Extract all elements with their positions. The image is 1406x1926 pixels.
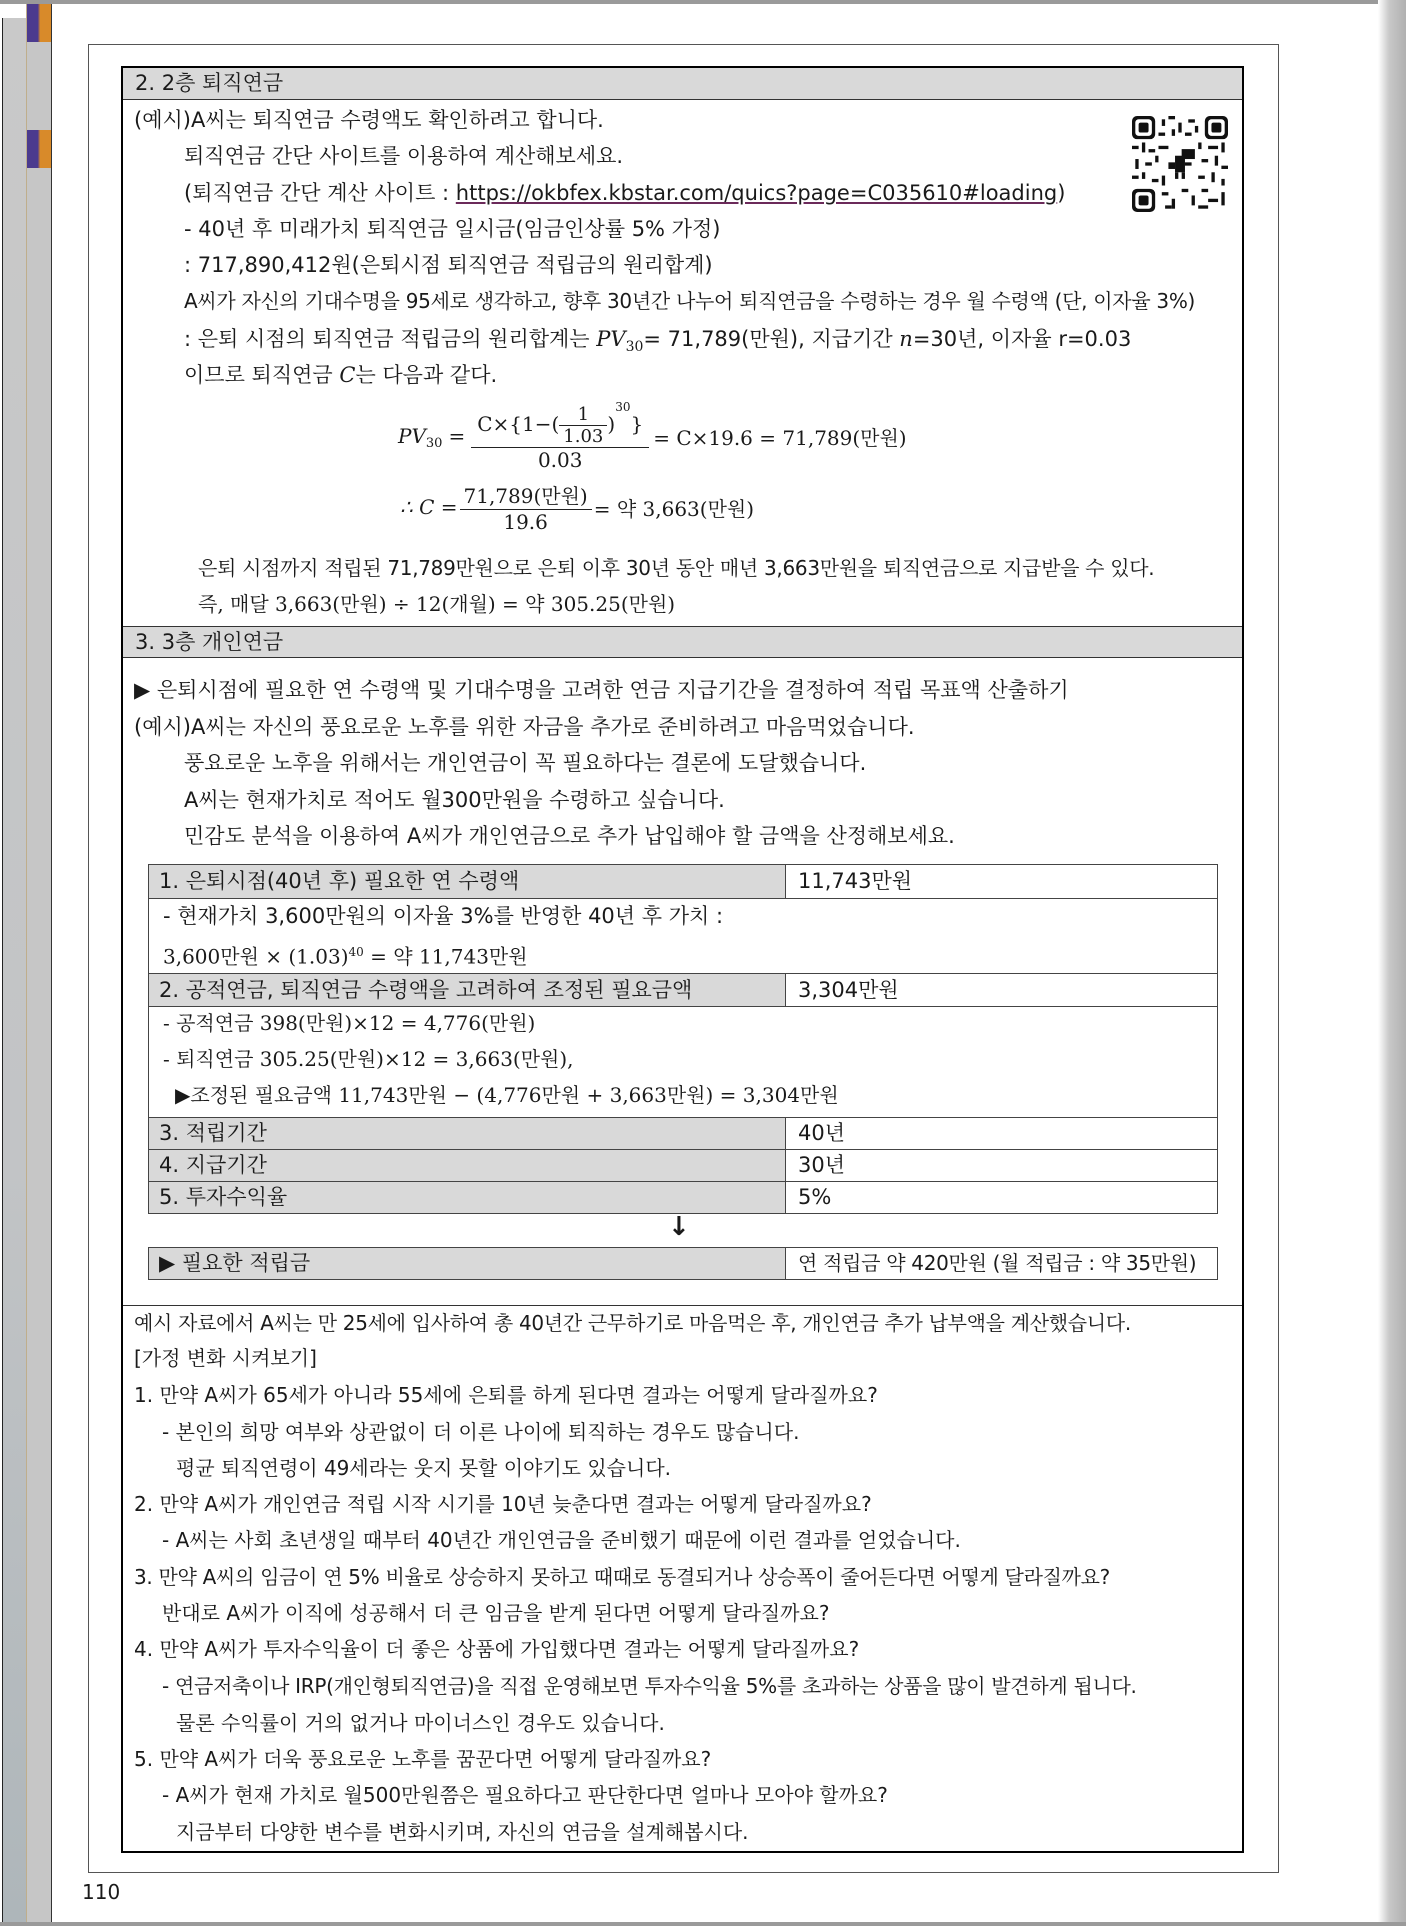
result-value: 연 적립금 약 420만원 (월 적립금 : 약 35만원) [798, 1251, 1197, 1275]
explanation-line: - 현재가치 3,600만원의 이자율 3%를 반영한 40년 후 가치 : [163, 904, 724, 928]
monthly-calc-line: 즉, 매달 3,663(만원) ÷ 12(개월) = 약 305.25(만원) [198, 592, 676, 616]
c-line-suffix: 는 다음과 같다. [355, 363, 498, 387]
numerator-close: } [630, 412, 644, 436]
c-formula-rhs: = 약 3,663(만원) [593, 496, 755, 521]
site-reference [184, 178, 1065, 208]
table-value: 30년 [798, 1153, 846, 1177]
section2-line: (예시)A씨는 퇴직연금 수령액도 확인하려고 합니다. [134, 108, 604, 132]
qr-code-icon[interactable] [1132, 116, 1228, 212]
scenario-question: 5. 만약 A씨가 더욱 풍요로운 노후를 꿈꾼다면 어떻게 달라질까요? [134, 1747, 712, 1771]
formula-denominator: 0.03 [537, 448, 583, 472]
section2-line: : 717,890,412원(은퇴시점 퇴직연금 적립금의 원리합계) [184, 253, 713, 277]
scenario-note: 반대로 A씨가 이직에 성공해서 더 큰 임금을 받게 된다면 어떻게 달라질까요? [162, 1601, 830, 1625]
annuity-formula [398, 400, 907, 472]
section3-line: 풍요로운 노후을 위해서는 개인연금이 꼭 필요하다는 결론에 도달했습니다. [184, 751, 867, 775]
scenario-question: 3. 만약 A씨의 임금이 연 5% 비율로 상승하지 못하고 때때로 동결되거나 상승폭이 줄어든다면 어떻게 달라질까요? [134, 1565, 1110, 1589]
site-suffix: ) [1057, 181, 1066, 205]
table-value: 11,743만원 [798, 869, 913, 893]
pv-line-suffix: =30년, 이자율 r=0.03 [912, 327, 1132, 351]
table-explanation [148, 899, 1218, 974]
index-tab-marker [27, 4, 51, 42]
scenario-note: - 연금저축이나 IRP(개인형퇴직연금)을 직접 운영해보면 투자수익율 5%를 초과하는 상품을 많이 발견하게 됩니다. [162, 1674, 1137, 1698]
table-label: 4. 지급기간 [149, 1150, 786, 1181]
formula-numerator [471, 400, 649, 448]
scenario-intro: 예시 자료에서 A씨는 만 25세에 입사하여 총 40년간 근무하기로 마음먹은 후, 개인연금 추가 납부액을 계산했습니다. [134, 1311, 1131, 1335]
inner-denominator: 1.03 [563, 426, 604, 447]
table-row [148, 973, 1218, 1007]
numerator-suffix: ) [607, 412, 616, 436]
pv-line-prefix: : 은퇴 시점의 퇴직연금 적립금의 원리합계는 [184, 327, 597, 351]
pv-symbol: PV [596, 327, 626, 351]
formula-prefix: 3,600만원 × (1.03) [163, 944, 349, 969]
site-prefix: (퇴직연금 간단 계산 사이트 : [184, 181, 456, 205]
section2-line: A씨가 자신의 기대수명을 95세로 생각하고, 향후 30년간 나누어 퇴직연금을 수령하는 경우 월 수령액 (단, 이자율 3%) [184, 289, 1196, 313]
c-formula-fraction [460, 480, 592, 534]
formula-rhs: = C×19.6 = 71,789(만원) [653, 425, 907, 450]
explanation-line: ▶조정된 필요금액 11,743만원 − (4,776만원 + 3,663만원) = 3,304만원 [175, 1083, 839, 1107]
table-explanation [148, 1006, 1218, 1118]
c-formula-denominator: 19.6 [503, 510, 548, 534]
formula-suffix: = 약 11,743만원 [363, 944, 528, 969]
table-value: 40년 [798, 1121, 846, 1145]
book-spine-outer [2, 18, 27, 1922]
c-formula-lhs: ∴ C = [400, 495, 458, 519]
table-row [148, 1117, 1218, 1150]
table-row [148, 864, 1218, 899]
explanation-line: - 퇴직연금 305.25(만원)×12 = 3,663(만원), [163, 1047, 574, 1071]
explanation-formula [163, 937, 528, 972]
result-row [148, 1247, 1218, 1280]
index-tab-marker [27, 130, 51, 168]
scenario-question: 1. 만약 A씨가 65세가 아니라 55세에 은퇴를 하게 된다면 결과는 어떻게 달라질까요? [134, 1383, 878, 1407]
section-divider [123, 1305, 1242, 1306]
pension-calculator-link[interactable]: https://okbfex.kbstar.com/quics?page=C035610#loading [455, 181, 1058, 205]
table-label: 3. 적립기간 [149, 1118, 786, 1149]
section3-line: (예시)A씨는 자신의 풍요로운 노후를 위한 자금을 추가로 준비하려고 마음먹었습니다. [134, 715, 915, 739]
table-row [148, 1181, 1218, 1214]
formula-equals: = [448, 424, 466, 448]
c-formula-numerator: 71,789(만원) [460, 480, 592, 510]
section-header-retirement-pension: 2. 2층 퇴직연금 [123, 68, 1242, 100]
scenario-note: - A씨가 현재 가치로 월500만원쯤은 필요하다고 판단한다면 얼마나 모아야 할까요? [162, 1783, 888, 1807]
table-label: 1. 은퇴시점(40년 후) 필요한 연 수령액 [149, 865, 786, 898]
section2-line: 퇴직연금 간단 사이트를 이용하여 계산해보세요. [184, 144, 624, 168]
section3-line: ▶ 은퇴시점에 필요한 연 수령액 및 기대수명을 고려한 연금 지급기간을 결정하여 적립 목표액 산출하기 [134, 678, 1069, 702]
explanation-line: - 공적연금 398(만원)×12 = 4,776(만원) [163, 1011, 536, 1035]
table-value: 3,304만원 [798, 978, 899, 1002]
pv-subscript: 30 [625, 339, 644, 356]
c-line-prefix: 이므로 퇴직연금 [184, 363, 340, 387]
down-arrow-icon: ↓ [668, 1212, 690, 1242]
page-number: 110 [82, 1880, 121, 1904]
formula-exponent: 40 [348, 945, 364, 959]
section3-line: A씨는 현재가치로 적어도 월300만원을 수령하고 싶습니다. [184, 788, 725, 812]
table-value: 5% [798, 1185, 832, 1209]
formula-lhs-sub: 30 [425, 435, 443, 451]
scenario-note: - A씨는 사회 초년생일 때부터 40년간 개인연금을 준비했기 때문에 이런 결과를 얻었습니다. [162, 1528, 961, 1552]
inner-numerator: 1 [559, 404, 607, 426]
page-shadow [1378, 0, 1406, 1926]
scenario-note: 평균 퇴직연령이 49세라는 웃지 못할 이야기도 있습니다. [176, 1456, 671, 1480]
n-symbol: n [899, 327, 913, 351]
book-spine-inner [26, 4, 52, 1922]
book-bottom-edge [0, 1922, 1406, 1926]
section3-line: 민감도 분석을 이용하여 A씨가 개인연금으로 추가 납입해야 할 금액을 산정해보세요. [184, 824, 955, 848]
pv-line-mid: = 71,789(만원), 지급기간 [643, 327, 900, 351]
c-line [184, 360, 497, 390]
section-header-personal-pension: 3. 3층 개인연금 [123, 627, 1242, 658]
conclusion-line: 은퇴 시점까지 적립된 71,789만원으로 은퇴 이후 30년 동안 매년 3,663만원을 퇴직연금으로 지급받을 수 있다. [198, 556, 1155, 580]
c-symbol: C [339, 363, 356, 387]
scenario-question: 2. 만약 A씨가 개인연금 적립 시작 시기를 10년 늦춘다면 결과는 어떻게 달라질까요? [134, 1492, 872, 1516]
formula-fraction [471, 400, 649, 472]
formula-lhs: PV [398, 424, 426, 448]
section2-line: - 40년 후 미래가치 퇴직연금 일시금(임금인상률 5% 가정) [184, 217, 721, 241]
table-row [148, 1149, 1218, 1182]
result-label: ▶ 필요한 적립금 [149, 1248, 786, 1279]
table-label: 5. 투자수익율 [149, 1182, 786, 1213]
inner-fraction [559, 404, 607, 447]
c-formula [400, 480, 754, 534]
numerator-prefix: C×{1−( [477, 412, 560, 436]
scenario-note: - 본인의 희망 여부와 상관없이 더 이른 나이에 퇴직하는 경우도 많습니다. [162, 1420, 800, 1444]
table-label: 2. 공적연금, 퇴직연금 수령액을 고려하여 조정된 필요금액 [149, 974, 786, 1006]
scenario-note: 지금부터 다양한 변수를 변화시키며, 자신의 연금을 설계해봅시다. [176, 1820, 749, 1844]
book-top-edge [0, 0, 1406, 4]
scenario-title: [가정 변화 시켜보기] [134, 1346, 317, 1370]
scenario-question: 4. 만약 A씨가 투자수익율이 더 좋은 상품에 가입했다면 결과는 어떻게 달라질까요? [134, 1637, 860, 1661]
scenario-note: 물론 수익률이 거의 없거나 마이너스인 경우도 있습니다. [176, 1711, 665, 1735]
numerator-exponent: 30 [615, 400, 631, 414]
pv-line [184, 324, 1131, 362]
